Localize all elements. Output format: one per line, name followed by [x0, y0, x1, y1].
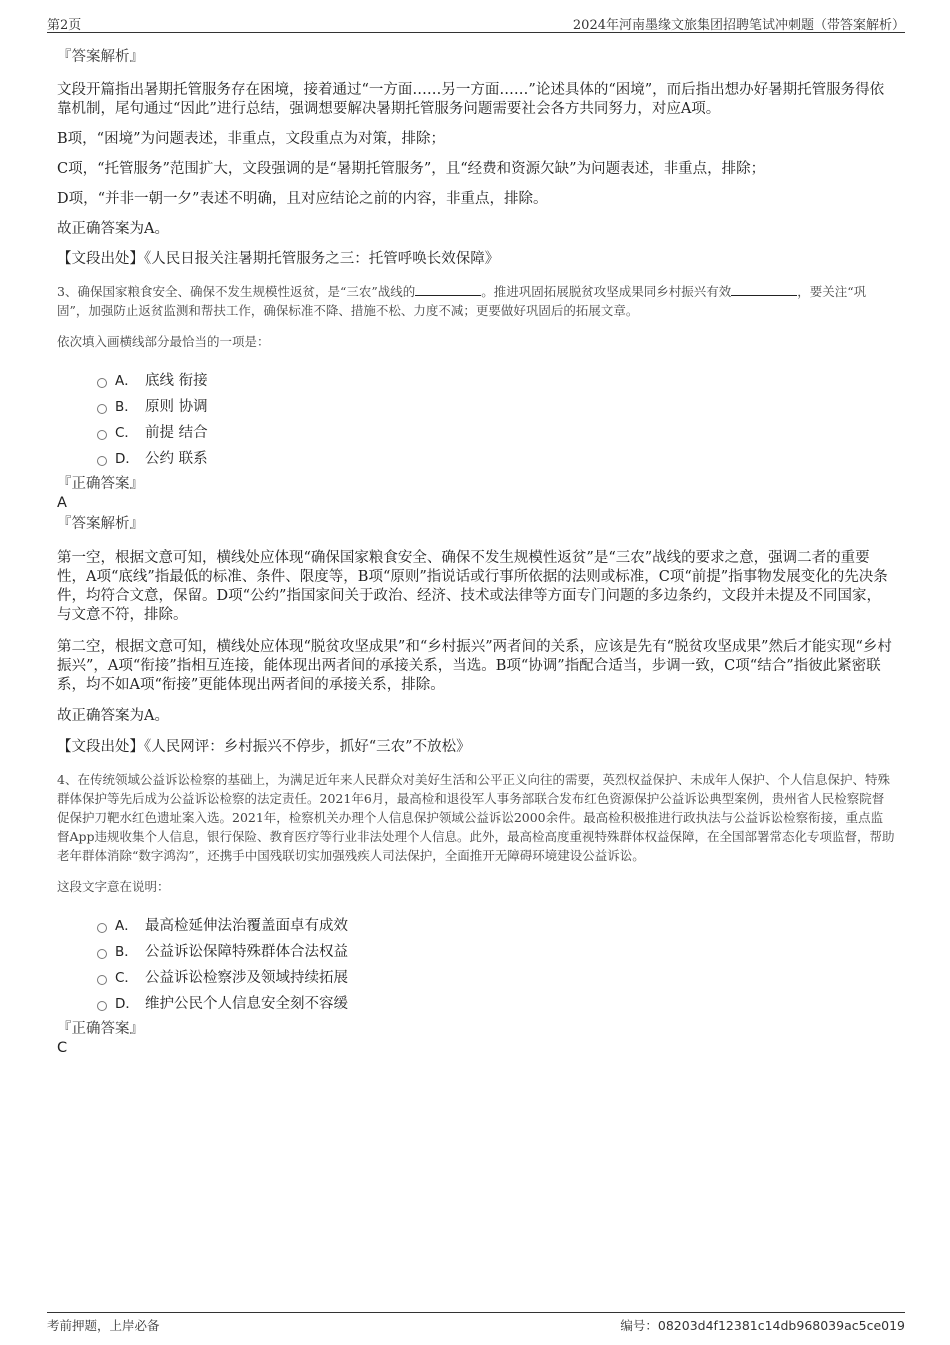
- q2-analysis-label: 『答案解析』: [57, 49, 144, 65]
- footer-slogan: 考前押题，上岸必备: [47, 1318, 160, 1333]
- q4-answer-label: 『正确答案』: [57, 1021, 144, 1037]
- q3-option-a[interactable]: A． 底线 衔接: [57, 368, 895, 394]
- document-code: [620, 1316, 905, 1334]
- q3-blank-1: [415, 283, 481, 296]
- q2-conclusion: 故正确答案为A。: [57, 221, 169, 237]
- q3-stem-part1: 3、确保国家粮食安全、确保不发生规模性返贫，是“三农”战线的: [57, 284, 416, 299]
- document-body: [57, 47, 895, 1057]
- q3-analysis-paragraph-1: 第一空，根据文意可知，横线处应体现“确保国家粮食安全、确保不发生规模性返贫”是“三农”战线的要求之意，强调二者的重要性，A项“底线”指最低的标准、条件、限度等，B项“原则”指说话或行事所依据的法则或标准，C项“前提”指事物发展变化的先决条件，均符合文意，保留。D项“公约”指国家间关于政治、经济、技术或法律等方面专门问题的多边条约，文段并未提及不同国家，与文意不符，排除。: [57, 550, 888, 623]
- q3-analysis-paragraph-2: 第二空，根据文意可知，横线处应体现“脱贫攻坚成果”和“乡村振兴”两者间的关系，应该是先有“脱贫攻坚成果”然后才能实现“乡村振兴”，A项“衔接”指相互连接，能体现出两者间的承接关系，当选。B项“协调”指配合适当，步调一致，C项“结合”指彼此紧密联系，均不如A项“衔接”更能体现出两者间的承接关系，排除。: [57, 639, 892, 693]
- document-title: 2024年河南墨缘文旅集团招聘笔试冲刺题（带答案解析）: [572, 18, 905, 33]
- q2-analysis-paragraph: 文段开篇指出暑期托管服务存在困境，接着通过“一方面……另一方面……”论述具体的“困境”，而后指出想办好暑期托管服务得依靠机制，尾句通过“因此”进行总结，强调想要解决暑期托管服务问题需要社会各方共同努力，对应A项。: [57, 82, 885, 117]
- q4-option-c[interactable]: C． 公益诉讼检察涉及领域持续拓展: [57, 965, 895, 991]
- q3-stem: [57, 282, 895, 320]
- page-number: 第2页: [47, 18, 82, 33]
- q3-answer-label: 『正确答案』: [57, 476, 144, 492]
- radio-icon[interactable]: [97, 1001, 107, 1011]
- q3-analysis-label: 『答案解析』: [57, 516, 144, 532]
- q3-prompt: 依次填入画横线部分最恰当的一项是：: [57, 334, 270, 349]
- q3-source: 【文段出处】《人民网评：乡村振兴不停步，抓好“三农”不放松》: [57, 739, 471, 755]
- q3-stem-part2: 。推进巩固拓展脱贫攻坚成果同乡村振兴有效: [481, 284, 732, 299]
- radio-icon[interactable]: [97, 923, 107, 933]
- radio-icon[interactable]: [97, 949, 107, 959]
- q3-option-c[interactable]: C． 前提 结合: [57, 420, 895, 446]
- q3-options: [57, 368, 895, 472]
- q2-source: 【文段出处】《人民日报关注暑期托管服务之三：托管呼唤长效保障》: [57, 251, 500, 267]
- radio-icon[interactable]: [97, 430, 107, 440]
- q3-blank-2: [731, 283, 797, 296]
- q3-option-b[interactable]: B． 原则 协调: [57, 394, 895, 420]
- q3-conclusion: 故正确答案为A。: [57, 708, 169, 724]
- radio-icon[interactable]: [97, 404, 107, 414]
- q2-analysis-option-c: C项，“托管服务”范围扩大，文段强调的是“暑期托管服务”，且“经费和资源欠缺”为问题表述，非重点，排除；: [57, 161, 766, 177]
- q4-option-b[interactable]: B． 公益诉讼保障特殊群体合法权益: [57, 939, 895, 965]
- radio-icon[interactable]: [97, 975, 107, 985]
- radio-icon[interactable]: [97, 456, 107, 466]
- q2-analysis-option-d: D项，“并非一朝一夕”表述不明确，且对应结论之前的内容，非重点，排除。: [57, 191, 548, 207]
- document-code-label: 编号：: [620, 1318, 658, 1333]
- radio-icon[interactable]: [97, 378, 107, 388]
- q3-stem-part3: ，要关注“巩固”，加强防止返贫监测和帮扶工作，确保标准不降、措施不松、力度不减；更要做好巩固后的拓展文章。: [57, 284, 867, 318]
- q2-analysis-option-b: B项，“困境”为问题表述，非重点，文段重点为对策，排除；: [57, 131, 445, 147]
- document-code-value: 08203d4f12381c14db968039ac5ce019: [657, 1318, 905, 1333]
- q3-answer: A: [57, 495, 67, 511]
- q4-prompt: 这段文字意在说明：: [57, 879, 170, 894]
- q4-option-a[interactable]: A． 最高检延伸法治覆盖面卓有成效: [57, 913, 895, 939]
- q4-stem: 4、在传统领域公益诉讼检察的基础上，为满足近年来人民群众对美好生活和公平正义向往的需要，英烈权益保护、未成年人保护、个人信息保护、特殊群体保护等先后成为公益诉讼检察的法定责任。2021年6月，最高检和退役军人事务部联合发布红色资源保护公益诉讼典型案例，贵州省人民检察院督促保护刀靶水红色遗址案入选。2021年，检察机关办理个人信息保护领域公益诉讼2000余件。最高检积极推进行政执法与公益诉讼检察衔接，重点监督App违规收集个人信息，银行保险、教育医疗等行业非法处理个人信息。此外，最高检高度重视特殊群体权益保障，在全国部署常态化专项监督，帮助老年群体消除“数字鸿沟”，还携手中国残联切实加强残疾人司法保护，全面推开无障碍环境建设公益诉讼。: [57, 772, 895, 863]
- page-footer: [47, 1312, 905, 1331]
- page-header: [47, 12, 905, 33]
- q3-option-d[interactable]: D． 公约 联系: [57, 446, 895, 472]
- q4-option-d[interactable]: D． 维护公民个人信息安全刻不容缓: [57, 991, 895, 1017]
- q4-answer: C: [57, 1040, 68, 1056]
- q4-options: [57, 913, 895, 1017]
